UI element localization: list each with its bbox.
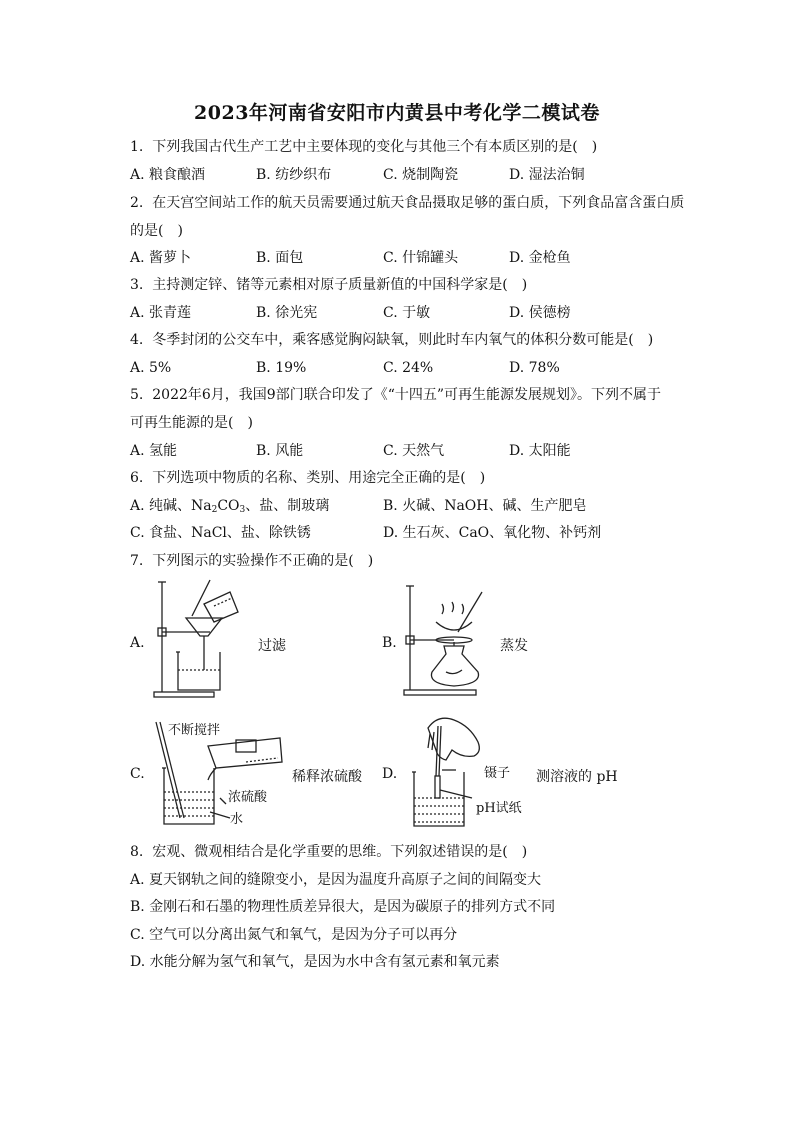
question-3-text: 主持测定锌、锗等元素相对原子质量新值的中国科学家是( ) bbox=[152, 277, 528, 293]
evaporation-apparatus-diagram bbox=[398, 580, 498, 700]
q5-option-a: A. 氢能 bbox=[130, 443, 178, 459]
stirring-label: 不断搅拌 bbox=[168, 723, 221, 738]
question-2-text: 在天宫空间站工作的航天员需要通过航天食品摄取足够的蛋白质，下列食品富含蛋白质 bbox=[152, 195, 685, 211]
tweezers-label: 镊子 bbox=[484, 766, 511, 781]
q4-option-a: A. 5% bbox=[130, 360, 172, 376]
conc-acid-label: 浓硫酸 bbox=[228, 790, 268, 805]
q6-option-b: B. 火碱、NaOH、碱、生产肥皂 bbox=[383, 498, 587, 514]
question-8-text: 宏观、微观相结合是化学重要的思维。下列叙述错误的是( ) bbox=[152, 844, 528, 860]
question-4: 4. 冬季封闭的公交车中，乘客感觉胸闷缺氧，则此时车内氧气的体积分数可能是( ) bbox=[130, 332, 654, 348]
question-6: 6. 下列选项中物质的名称、类别、用途完全正确的是( ) bbox=[130, 470, 486, 486]
q8-option-d: D. 水能分解为氢气和氧气，是因为水中含有氢元素和氧元素 bbox=[130, 954, 500, 970]
q1-option-c: C. 烧制陶瓷 bbox=[383, 167, 459, 183]
q2-option-c: C. 什锦罐头 bbox=[383, 250, 459, 266]
q7-fig-d-caption: 测溶液的 pH bbox=[536, 769, 618, 785]
q3-option-c: C. 于敏 bbox=[383, 305, 431, 321]
question-8: 8. 宏观、微观相结合是化学重要的思维。下列叙述错误的是( ) bbox=[130, 844, 528, 860]
q7-fig-c-letter: C. bbox=[130, 766, 145, 782]
question-6-text: 下列选项中物质的名称、类别、用途完全正确的是( ) bbox=[152, 470, 486, 486]
question-2-cont: 的是( ) bbox=[130, 223, 183, 239]
question-7: 7. 下列图示的实验操作不正确的是( ) bbox=[130, 553, 374, 569]
filtration-apparatus-diagram bbox=[148, 578, 248, 702]
q6-option-d: D. 生石灰、CaO、氧化物、补钙剂 bbox=[383, 525, 602, 541]
q4-option-d: D. 78% bbox=[509, 360, 560, 376]
q7-fig-b-letter: B. bbox=[382, 635, 397, 651]
q7-fig-d-letter: D. bbox=[382, 766, 398, 782]
q4-option-c: C. 24% bbox=[383, 360, 434, 376]
q8-option-b: B. 金刚石和石墨的物理性质差异很大，是因为碳原子的排列方式不同 bbox=[130, 899, 556, 915]
q1-option-d: D. 湿法治铜 bbox=[509, 167, 585, 183]
question-7-text: 下列图示的实验操作不正确的是( ) bbox=[152, 553, 374, 569]
question-2: 2. 在天宫空间站工作的航天员需要通过航天食品摄取足够的蛋白质，下列食品富含蛋白质 bbox=[130, 195, 685, 211]
q5-option-c: C. 天然气 bbox=[383, 443, 445, 459]
q7-fig-a-letter: A. bbox=[130, 635, 145, 651]
question-5-text: 2022年6月，我国9部门联合印发了《“十四五”可再生能源发展规划》。下列不属于 bbox=[152, 387, 662, 403]
q2-option-d: D. 金枪鱼 bbox=[509, 250, 571, 266]
ph-paper-label: pH试纸 bbox=[476, 801, 522, 816]
q8-option-a: A. 夏天钢轨之间的缝隙变小，是因为温度升高原子之间的间隔变大 bbox=[130, 872, 542, 888]
question-1-text: 下列我国古代生产工艺中主要体现的变化与其他三个有本质区别的是( ) bbox=[152, 139, 598, 155]
q5-option-b: B. 风能 bbox=[256, 443, 304, 459]
q3-option-a: A. 张青莲 bbox=[130, 305, 192, 321]
q8-option-c: C. 空气可以分离出氮气和氧气，是因为分子可以再分 bbox=[130, 927, 458, 943]
q1-option-a: A. 粮食酿酒 bbox=[130, 167, 206, 183]
q1-option-b: B. 纺纱织布 bbox=[256, 167, 332, 183]
q6-option-c: C. 食盐、NaCl、盐、除铁锈 bbox=[130, 525, 311, 541]
q2-option-b: B. 面包 bbox=[256, 250, 304, 266]
q6-option-a: A. 纯碱、$Na_2CO_3$、盐、制玻璃 bbox=[130, 498, 330, 515]
q4-option-b: B. 19% bbox=[256, 360, 307, 376]
q7-fig-a-caption: 过滤 bbox=[258, 638, 286, 654]
q7-fig-b-caption: 蒸发 bbox=[500, 638, 528, 654]
question-5-cont: 可再生能源的是( ) bbox=[130, 415, 253, 431]
q7-fig-c-caption: 稀释浓硫酸 bbox=[292, 769, 362, 785]
q3-option-b: B. 徐光宪 bbox=[256, 305, 318, 321]
q2-option-a: A. 酱萝卜 bbox=[130, 250, 192, 266]
exam-title: 2023年河南省安阳市内黄县中考化学二模试卷 bbox=[194, 102, 600, 124]
question-5: 5. 2022年6月，我国9部门联合印发了《“十四五”可再生能源发展规划》。下列不属于 bbox=[130, 387, 662, 403]
question-1: 1. 下列我国古代生产工艺中主要体现的变化与其他三个有本质区别的是( ) bbox=[130, 139, 598, 155]
q3-option-d: D. 侯德榜 bbox=[509, 305, 571, 321]
question-3: 3. 主持测定锌、锗等元素相对原子质量新值的中国科学家是( ) bbox=[130, 277, 528, 293]
water-label: 水 bbox=[230, 812, 244, 827]
q5-option-d: D. 太阳能 bbox=[509, 443, 571, 459]
question-4-text: 冬季封闭的公交车中，乘客感觉胸闷缺氧，则此时车内氧气的体积分数可能是( ) bbox=[152, 332, 654, 348]
